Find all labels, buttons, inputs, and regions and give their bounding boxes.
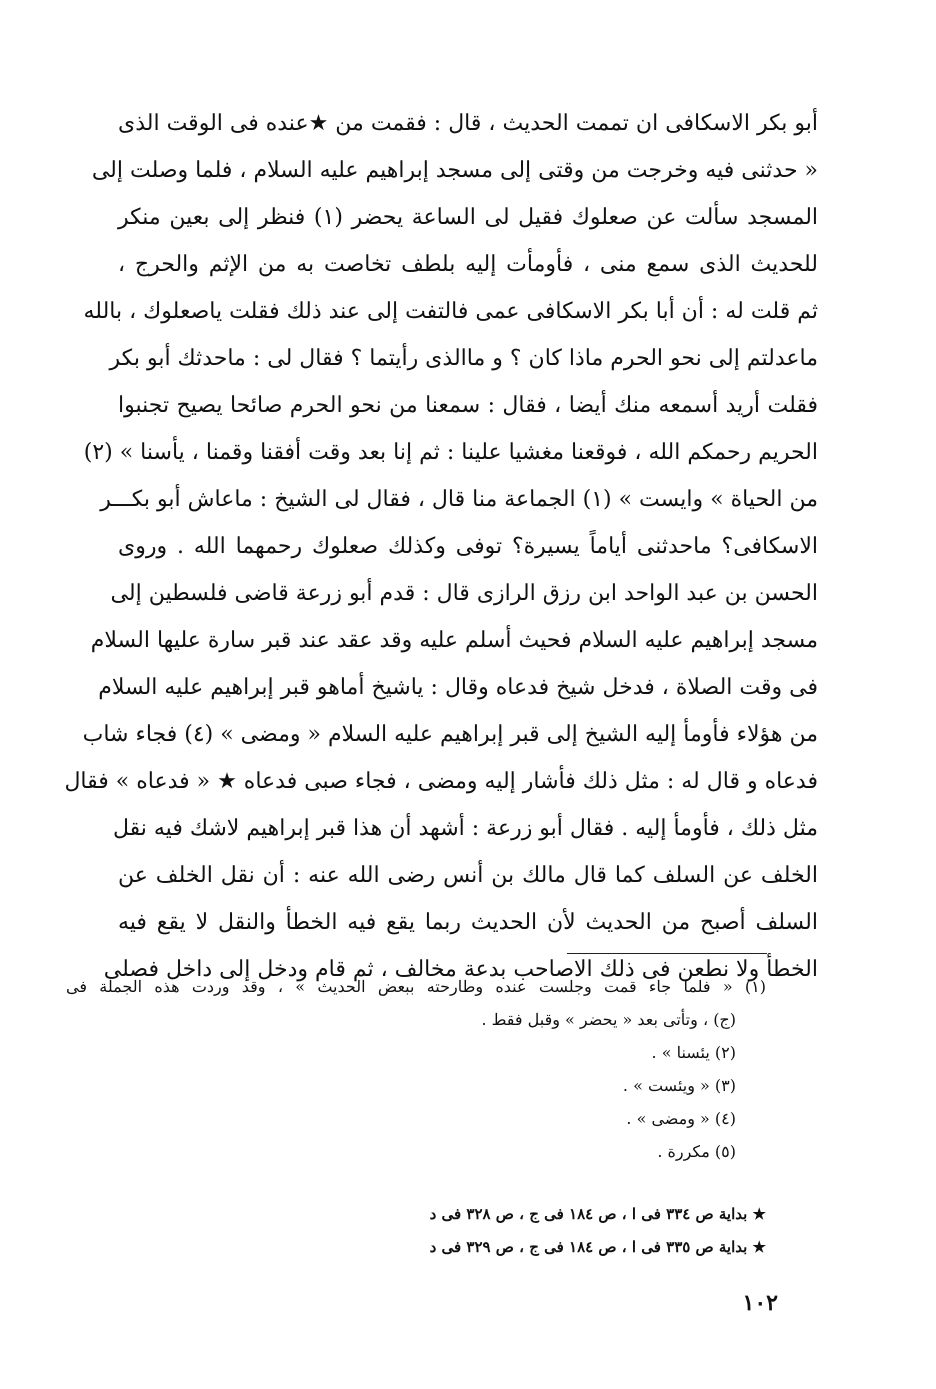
footnote-separator (567, 953, 767, 954)
main-text-block (64, 100, 819, 993)
text-line-14: من هؤلاء فأومأ إليه الشيخ إلى قبر إبراهيم عليه السلام « ومضى » (٤) فجاء شاب (82, 722, 818, 747)
footnote-2: (٢) يئسنا » . (651, 1043, 736, 1062)
text-line-4: للحديث الذى سمع منى ، فأومأت إليه بلطف تخاصت به من الإثم والحرج ، (118, 252, 818, 277)
text-line-3: المسجد سألت عن صعلوك فقيل لى الساعة يحضر (١) فنظر إلى بعين منكر (118, 205, 819, 230)
text-line-10: الاسكافى؟ ماحدثنى أياماً يسيرة؟ توفى وكذلك صعلوك رحمهما الله . وروى (118, 534, 818, 559)
footnote-3: (٣) « ويئست » . (622, 1076, 736, 1095)
text-line-15: فدعاه و قال له : مثل ذلك فأشار إليه ومضى ، فجاء صبى فدعاه ★ « فدعاه » فقال (64, 769, 818, 794)
star-note-2: ★ بداية ص ٣٣٥ فى ا ، ص ١٨٤ فى ج ، ص ٣٢٩ فى د (429, 1238, 766, 1256)
text-line-2: « حدثنى فيه وخرجت من وقتى إلى مسجد إبراهيم عليه السلام ، فلما وصلت إلى (91, 158, 818, 183)
star-note-1: ★ بداية ص ٣٣٤ فى ا ، ص ١٨٤ فى ج ، ص ٣٢٨ فى د (429, 1205, 766, 1223)
text-line-13: فى وقت الصلاة ، فدخل شيخ فدعاه وقال : ياشيخ أماهو قبر إبراهيم عليه السلام (98, 675, 818, 700)
manuscript-page-notes (66, 1198, 766, 1264)
page-number: ١٠٢ (742, 1290, 778, 1316)
text-line-11: الحسن بن عبد الواحد ابن رزق الرازى قال : قدم أبو زرعة قاضى فلسطين إلى (110, 581, 818, 606)
text-line-5: ثم قلت له : أن أبا بكر الاسكافى عمى فالتفت إلى عند ذلك فقلت ياصعلوك ، بالله (83, 299, 818, 324)
text-line-18: السلف أصبح من الحديث لأن الحديث ربما يقع فيه الخطأ والنقل لا يقع فيه (118, 910, 818, 935)
text-line-12: مسجد إبراهيم عليه السلام فحيث أسلم عليه وقد عقد عند قبر سارة عليها السلام (90, 628, 818, 653)
footnotes-block (66, 970, 766, 1168)
footnote-1-continuation: (ج) ، وتأتى بعد « يحضر » وقبل فقط . (481, 1010, 736, 1029)
text-line-19: الخطأ ولا نطعن فى ذلك الاصاحب بدعة مخالف ، ثم قام ودخل إلى داخل فصلى (103, 957, 818, 982)
text-line-16: مثل ذلك ، فأومأ إليه . فقال أبو زرعة : أشهد أن هذا قبر إبراهيم لاشك فيه نقل (112, 816, 818, 841)
footnote-1: (١) « فلما جاء قمت وجلست عنده وطارحته ببعض الحديث » ، وقد وردت هذه الجملة فى (66, 977, 766, 996)
text-line-17: الخلف عن السلف كما قال مالك بن أنس رضى الله عنه : أن نقل الخلف عن (118, 863, 818, 888)
text-line-8: الحريم رحمكم الله ، فوقعنا مغشيا علينا : ثم إنا بعد وقت أفقنا وقمنا ، يأسنا » (٢) (83, 440, 818, 465)
footnote-5: (٥) مكررة . (657, 1142, 736, 1161)
text-line-9: من الحياة » وايست » (١) الجماعة منا قال ، فقال لى الشيخ : ماعاش أبو بكـــر (100, 487, 818, 512)
footnote-4: (٤) « ومضى » . (626, 1109, 736, 1128)
text-line-1: أبو بكر الاسكافى ان تممت الحديث ، قال : فقمت من ★عنده فى الوقت الذى (118, 111, 818, 136)
text-line-7: فقلت أريد أسمعه منك أيضا ، فقال : سمعنا من نحو الحرم صائحا يصيح تجنبوا (118, 393, 818, 418)
text-line-6: ماعدلتم إلى نحو الحرم ماذا كان ؟ و ماالذى رأيتما ؟ فقال لى : ماحدثك أبو بكر (109, 346, 818, 371)
